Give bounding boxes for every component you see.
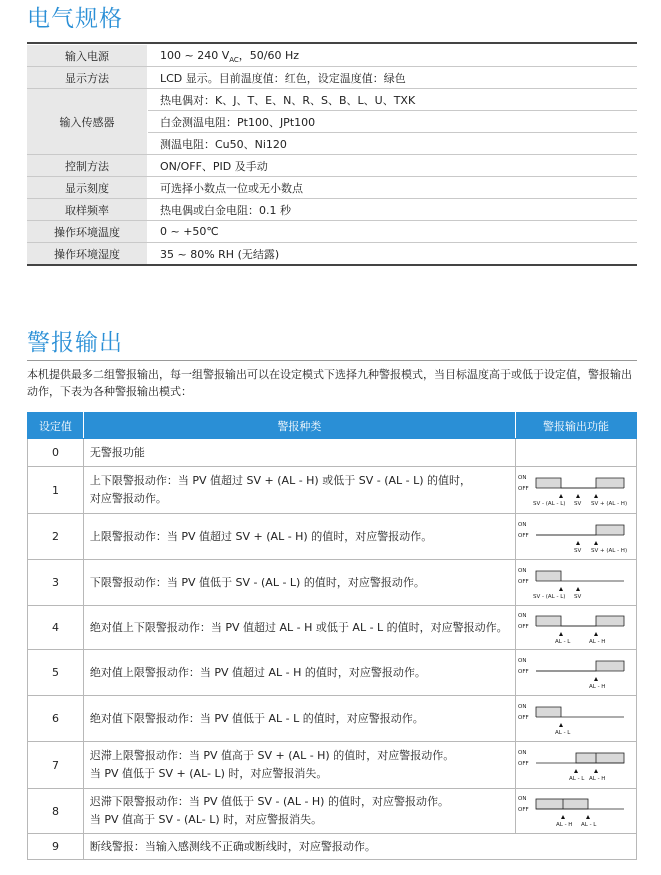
alarm-diagram <box>515 514 636 560</box>
spec-value: 100 ~ 240 $V_{AC}$，50/60 Hz <box>148 45 638 67</box>
alarm-desc: 迟滞下限警报动作：当 PV 值低于 SV - (AL - H) 的值时，对应警报动作。 当 PV 值高于 SV - (AL- L) 时，对应警报消失。 <box>83 789 515 834</box>
alarm-row <box>28 789 637 834</box>
alarm-diagram <box>515 742 636 789</box>
marker-triangle <box>576 494 580 498</box>
alarm-desc: 无警报功能 <box>83 439 515 467</box>
header-setting: 设定值 <box>28 413 84 439</box>
svg-text:AL - L: AL - L <box>580 822 597 828</box>
svg-text:AL - L: AL - L <box>554 729 571 736</box>
spec-key: 输入传感器 <box>27 89 148 155</box>
svg-text:SV - (AL - L): SV - (AL - L) <box>532 593 566 600</box>
intro-paragraph: 本机提供最多二组警报输出，每一组警报输出可以在设定模式下选择九种警报模式，当目标温度高于或低于设定值，警报输出动作，下表为各种警报输出模式： <box>27 368 632 398</box>
alarm-row <box>28 834 637 860</box>
alarm-diagram <box>515 606 636 650</box>
alarm-setting: 2 <box>28 514 84 560</box>
spec-key: 控制方法 <box>27 155 148 177</box>
svg-text:AL - L: AL - L <box>568 776 585 782</box>
spec-value: LCD 显示。目前温度值：红色，设定温度值：绿色 <box>148 67 638 89</box>
waveform-line <box>536 478 624 488</box>
header-function: 警报输出功能 <box>515 413 636 439</box>
alarm-desc: 上限警报动作：当 PV 值超过 SV + (AL - H) 的值时，对应警报动作。 <box>83 514 515 560</box>
spec-value: 0 ~ +50℃ <box>148 221 638 243</box>
title-rule <box>27 360 637 361</box>
svg-text:AL - H: AL - H <box>588 776 606 782</box>
svg-text:OFF: OFF <box>517 623 529 630</box>
alarm-setting: 9 <box>28 834 84 860</box>
svg-text:OFF: OFF <box>517 668 529 675</box>
alarm-diagram <box>515 467 636 514</box>
alarm-table <box>27 412 637 860</box>
spec-row <box>27 45 637 67</box>
alarm-diagram <box>515 560 636 606</box>
alarm-desc: 断线警报：当输入感测线不正确或断线时，对应警报动作。 <box>83 834 636 860</box>
spec-value: 35 ~ 80% RH (无结露) <box>148 243 638 266</box>
alarm-row <box>28 467 637 514</box>
alarm-row <box>28 514 637 560</box>
alarm-setting: 6 <box>28 696 84 742</box>
svg-text:AL - L: AL - L <box>554 638 571 645</box>
svg-text:ON: ON <box>517 657 527 664</box>
spec-key: 显示方法 <box>27 67 148 89</box>
alarm-desc: 迟滞上限警报动作：当 PV 值高于 SV + (AL - H) 的值时，对应警报动作。 当 PV 值低于 SV + (AL- L) 时，对应警报消失。 <box>83 742 515 789</box>
alarm-waveform <box>516 790 634 832</box>
section-title-electrical: 电气规格 <box>27 6 123 32</box>
alarm-diagram <box>515 789 636 834</box>
spec-value: 测温电阻：Cu50、Ni120 <box>148 133 638 155</box>
alarm-desc: 绝对值上下限警报动作：当 PV 值超过 AL - H 或低于 AL - L 的值时，对应警报动作。 <box>83 606 515 650</box>
svg-text:ON: ON <box>517 567 527 574</box>
alarm-waveform <box>516 698 634 740</box>
marker-triangle <box>559 494 563 498</box>
spec-row <box>27 177 637 199</box>
alarm-row <box>28 439 637 467</box>
alarm-desc: 下限警报动作：当 PV 值低于 SV - (AL - L) 的值时，对应警报动作。 <box>83 560 515 606</box>
alarm-desc: 绝对值上限警报动作：当 PV 值超过 AL - H 的值时，对应警报动作。 <box>83 650 515 696</box>
svg-text:SV + (AL - H): SV + (AL - H) <box>590 547 628 554</box>
header-type: 警报种类 <box>83 413 515 439</box>
spec-value: 热电偶或白金电阻：0.1 秒 <box>148 199 638 221</box>
spec-key: 取样频率 <box>27 199 148 221</box>
alarm-diagram <box>515 696 636 742</box>
spec-value: ON/OFF、PID 及手动 <box>148 155 638 177</box>
marker-label: SV <box>573 501 582 507</box>
alarm-row <box>28 560 637 606</box>
spec-row <box>27 67 637 89</box>
spec-key: 操作环境湿度 <box>27 243 148 266</box>
alarm-waveform <box>516 562 634 604</box>
svg-text:OFF: OFF <box>517 532 529 539</box>
svg-text:OFF: OFF <box>517 761 529 767</box>
spec-row <box>27 221 637 243</box>
alarm-setting: 3 <box>28 560 84 606</box>
alarm-diagram <box>515 650 636 696</box>
svg-text:AL - H: AL - H <box>555 822 573 828</box>
spec-row <box>27 243 637 266</box>
spec-row <box>27 89 637 111</box>
section-title-alarm: 警报输出 <box>27 330 123 356</box>
svg-text:AL - H: AL - H <box>588 638 606 645</box>
marker-label: SV + (AL - H) <box>590 501 628 507</box>
alarm-setting: 0 <box>28 439 84 467</box>
svg-text:SV: SV <box>573 593 582 600</box>
svg-text:ON: ON <box>517 612 527 619</box>
spec-key: 显示刻度 <box>27 177 148 199</box>
alarm-desc: 上下限警报动作：当 PV 值超过 SV + (AL - H) 或低于 SV - (AL - L) 的值时， 对应警报动作。 <box>83 467 515 514</box>
alarm-header-row <box>28 413 637 439</box>
svg-text:AL - H: AL - H <box>588 683 606 690</box>
svg-text:ON: ON <box>517 750 527 756</box>
svg-text:OFF: OFF <box>517 714 529 721</box>
alarm-waveform <box>516 607 634 649</box>
spec-value: 可选择小数点一位或无小数点 <box>148 177 638 199</box>
off-label: OFF <box>517 486 529 492</box>
spec-table <box>27 45 637 266</box>
spec-key: 操作环境温度 <box>27 221 148 243</box>
alarm-waveform <box>516 652 634 694</box>
svg-text:ON: ON <box>517 796 527 802</box>
spec-row <box>27 199 637 221</box>
svg-text:ON: ON <box>517 521 527 528</box>
spec-row <box>27 155 637 177</box>
on-label: ON <box>517 475 527 481</box>
alarm-setting: 5 <box>28 650 84 696</box>
alarm-waveform <box>516 469 634 511</box>
alarm-setting: 8 <box>28 789 84 834</box>
svg-text:SV: SV <box>573 547 582 554</box>
spec-value: 白金测温电阻：Pt100、JPt100 <box>148 111 638 133</box>
svg-text:OFF: OFF <box>517 807 529 813</box>
svg-text:ON: ON <box>517 703 527 710</box>
alarm-row <box>28 606 637 650</box>
marker-label: SV - (AL - L) <box>532 501 566 507</box>
spec-value: 热电偶对：K、J、T、E、N、R、S、B、L、U、TXK <box>148 89 638 111</box>
alarm-setting: 7 <box>28 742 84 789</box>
marker-triangle <box>594 494 598 498</box>
alarm-row <box>28 696 637 742</box>
alarm-row <box>28 742 637 789</box>
alarm-waveform <box>516 516 634 558</box>
alarm-setting: 1 <box>28 467 84 514</box>
svg-text:OFF: OFF <box>517 578 529 585</box>
alarm-row <box>28 650 637 696</box>
alarm-setting: 4 <box>28 606 84 650</box>
alarm-desc: 绝对值下限警报动作：当 PV 值低于 AL - L 的值时，对应警报动作。 <box>83 696 515 742</box>
alarm-waveform <box>516 744 634 786</box>
alarm-diagram-empty <box>515 439 636 467</box>
spec-key: 输入电源 <box>27 45 148 67</box>
title-rule <box>27 42 637 44</box>
